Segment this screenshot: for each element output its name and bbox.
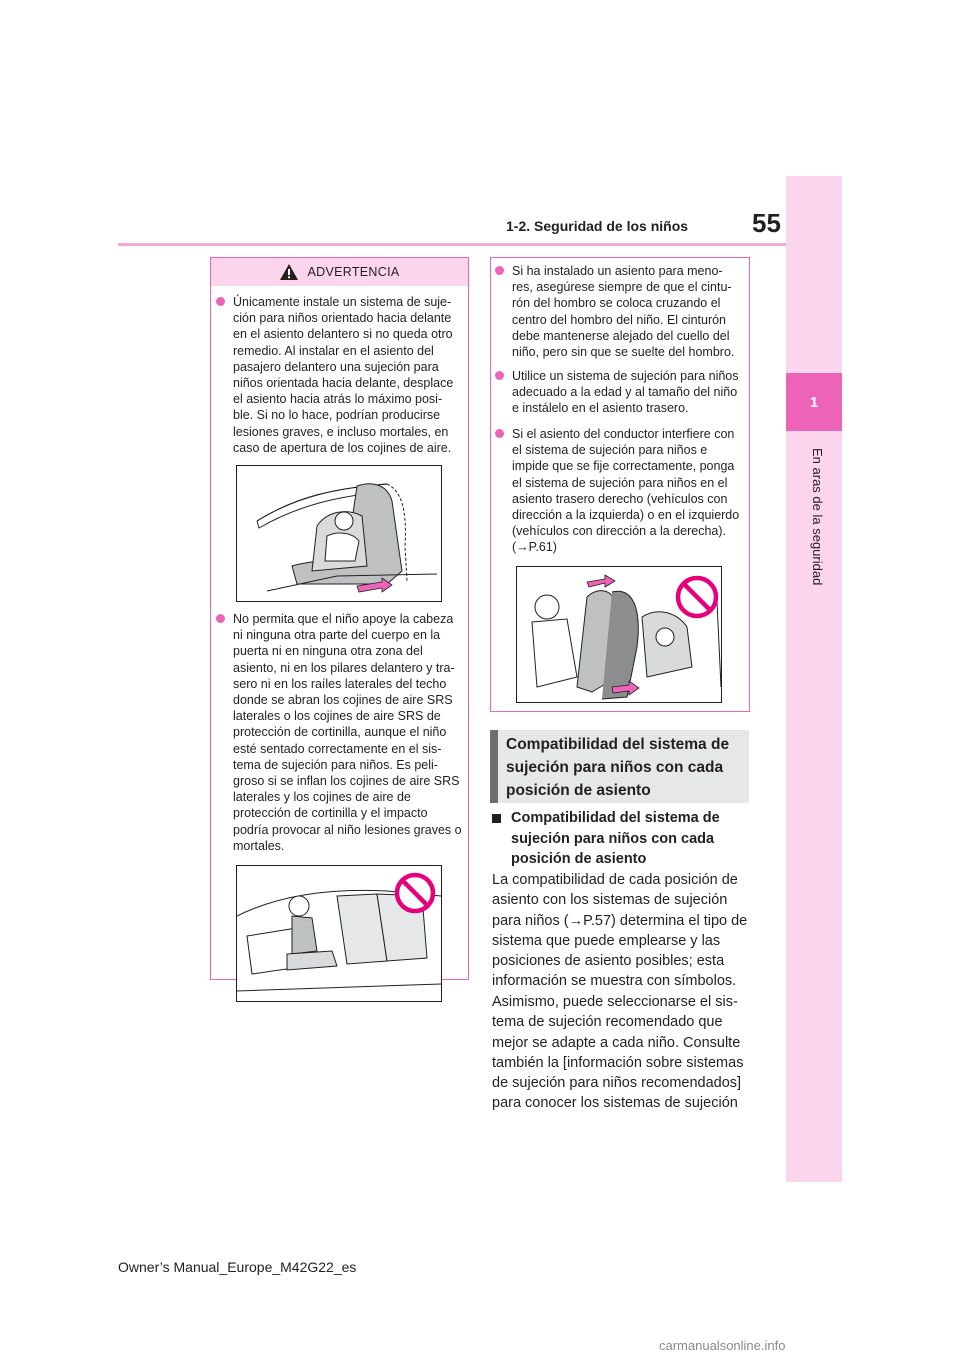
body-paragraph: La compatibilidad de cada posición de asiento con los sistemas de sujeción para niños (→P.57) determina el tipo de sistema que puede emplearse y las posiciones de asiento posibles; esta información se muestra con símbolos. bbox=[492, 872, 748, 990]
subheading: Compatibilidad del sistema de sujeción para niños con cada posición de asiento bbox=[492, 808, 752, 870]
warning-bullet: Si el asiento del conductor interfiere con el sistema de sujeción para niños e impide que se fije correctamente, ponga el sistema de sujeción para niños en el asiento trasero derecho (vehículos con dirección a la izquierda) o en el izquierdo (vehículos con dirección a la derecha). (→P.61) bbox=[495, 426, 743, 556]
bullet-dot-icon bbox=[495, 371, 504, 380]
warning-bullet: Si ha instalado un asiento para meno-res, asegúrese siempre de que el cintu-rón del hombro se coloca cruzando el centro del hombro del niño. El cinturón debe mantenerse alejado del cuello del niño, pero sin que se suelte del hombro. bbox=[495, 263, 743, 360]
bullet-dot-icon bbox=[216, 614, 225, 623]
bullet-dot-icon bbox=[216, 297, 225, 306]
section-heading-bar bbox=[490, 730, 498, 803]
bullet-dot-icon bbox=[495, 266, 504, 275]
illustration-child-leaning-door-prohibited bbox=[236, 865, 442, 1002]
section-title: 1-2. Seguridad de los niños bbox=[506, 218, 689, 234]
section-heading-text: Compatibilidad del sistema de sujeción para niños con cada posición de asiento bbox=[506, 736, 730, 799]
chapter-number: 1 bbox=[786, 373, 842, 431]
bullet-dot-icon bbox=[495, 429, 504, 438]
footer-manual-id: Owner’s Manual_Europe_M42G22_es bbox=[118, 1259, 357, 1275]
body-paragraph: Asimismo, puede seleccionarse el sis-tema de sujeción recomendado que mejor se adapte a cada niño. Consulte también la [información sobre sistemas de sujeción para niños recomendados] para conocer los sistemas de sujeción bbox=[492, 994, 744, 1112]
warning-triangle-icon bbox=[280, 264, 298, 280]
warning-header bbox=[211, 258, 468, 286]
section-heading bbox=[490, 730, 749, 803]
header-rule bbox=[118, 243, 786, 246]
warning-title: ADVERTENCIA bbox=[307, 265, 400, 279]
watermark: carmanualsonline.info bbox=[659, 1338, 786, 1353]
warning-bullet: No permita que el niño apoye la cabeza ni ninguna otra parte del cuerpo en la puerta ni en ninguna otra zona del asiento, ni en los pilares delantero y tra-sero ni en los raíles laterales del techo donde se abran los cojines de aire SRS laterales o los cojines de aire SRS de protección de cortinilla, aunque el niño esté sentado correctamente en el sis-tema de sujeción para niños. Es peli-groso si se inflan los cojines de aire SRS laterales y los cojines de aire de protección de cortinilla y el impacto podría provocar al niño lesiones graves o mortales. bbox=[216, 611, 462, 854]
warning-bullet: Únicamente instale un sistema de suje-ción para niños orientado hacia delante en el asiento delantero si no queda otro remedio. Al instalar en el asiento del pasajero delantero una sujeción para niños orientada hacia delante, desplace el asiento hacia atrás lo máximo posi-ble. Si no lo hace, podrían producirse lesiones graves, e incluso mortales, en caso de apertura de los cojines de aire. bbox=[216, 294, 462, 456]
square-bullet-icon bbox=[492, 814, 501, 823]
chapter-label: En aras de la seguridad bbox=[810, 448, 825, 586]
warning-bullet: Utilice un sistema de sujeción para niños adecuado a la edad y al tamaño del niño e instálelo en el asiento trasero. bbox=[495, 368, 743, 417]
illustration-front-seat-child-restraint bbox=[236, 465, 442, 602]
illustration-driver-seat-interference-prohibited bbox=[516, 566, 722, 703]
page-number: 55 bbox=[752, 208, 781, 238]
chapter-side-tab bbox=[786, 176, 842, 1182]
